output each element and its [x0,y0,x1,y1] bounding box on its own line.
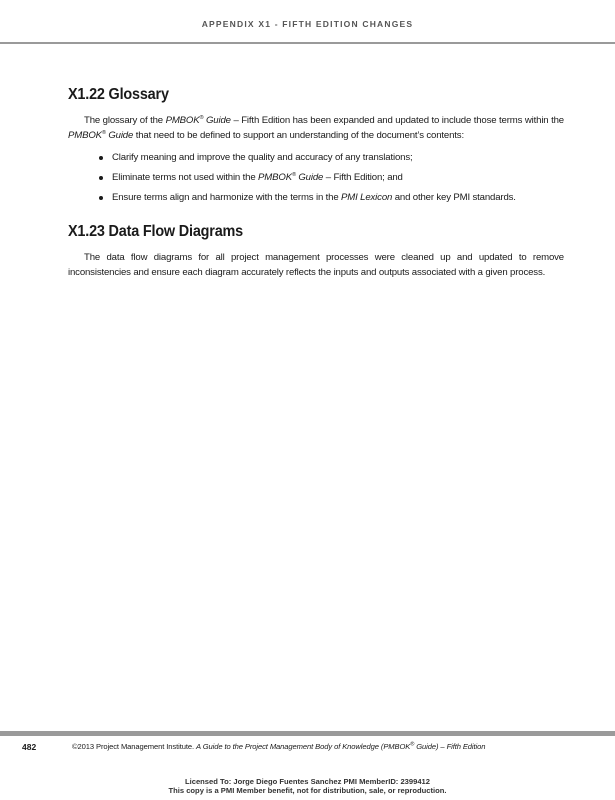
bullet-item [68,191,564,205]
running-head-text: APPENDIX X1 - FIFTH EDITION CHANGES [201,19,414,29]
data-flow-paragraph: The data flow diagrams for all project management processes were cleaned up and updated to remove inconsistencies and ensure each diagram accurately reflects the inputs and outputs associated with a given process. [68,252,564,278]
bullet-text: Ensure terms align and harmonize with the terms in the [112,192,342,203]
bullet-dot [99,156,103,160]
license-line-1: Licensed To: Jorge Diego Fuentes Sanchez PMI MemberID: 2399412 [184,777,431,786]
pmbok-italic [166,115,231,126]
guide-word: Guide [203,115,231,126]
bullet-text: Clarify meaning and improve the quality and accuracy of any translations; [112,152,413,163]
bullet-dot [99,196,103,200]
license-notice [0,778,615,795]
registered-mark: ® [291,171,296,178]
footer-title [196,742,485,751]
pmbok-italic [68,130,133,141]
running-head [0,0,615,44]
footer-rule [0,731,615,736]
bullet-text: Eliminate terms not used within the [112,172,259,183]
bullet-item [68,171,564,185]
bullet-text: – Fifth Edition; and [323,172,403,183]
bullet-text: and other key PMI standards. [392,192,516,203]
registered-mark: ® [101,129,106,136]
guide-word: Guide [295,172,324,183]
footer-title-pre: A Guide to the Project Management Body of Knowledge (PMBOK [196,742,411,751]
guide-word: Guide [105,129,134,141]
page-number: 482 [22,742,37,752]
para-text: The glossary of the [84,115,166,126]
para-text: that need to be defined to support an understanding of the document’s contents: [133,129,464,141]
registered-mark: ® [199,114,204,121]
para-text: – Fifth Edition has been expanded and updated to include those terms within the [230,115,564,126]
bullet-dot [99,176,103,180]
license-line-2: This copy is a PMI Member benefit, not for distribution, sale, or reproduction. [168,785,447,795]
footer-title-post: Guide) – Fifth Edition [414,742,486,751]
glossary-bullet-list [68,151,564,205]
pmbok-word: PMBOK [258,172,292,183]
pmi-lexicon-italic: PMI Lexicon [341,192,393,203]
section-heading-glossary: X1.22 Glossary [68,86,169,103]
glossary-paragraph [68,114,564,143]
page-content [68,86,564,280]
section-heading-data-flow: X1.23 Data Flow Diagrams [68,223,243,240]
pmbok-word: PMBOK [165,115,200,126]
pmbok-italic [258,172,323,183]
footer-copyright [72,742,485,751]
registered-mark: ® [410,741,415,748]
copyright-text: ©2013 Project Management Institute. [72,742,196,751]
bullet-item [68,151,564,165]
pmbok-word: PMBOK [68,129,102,141]
